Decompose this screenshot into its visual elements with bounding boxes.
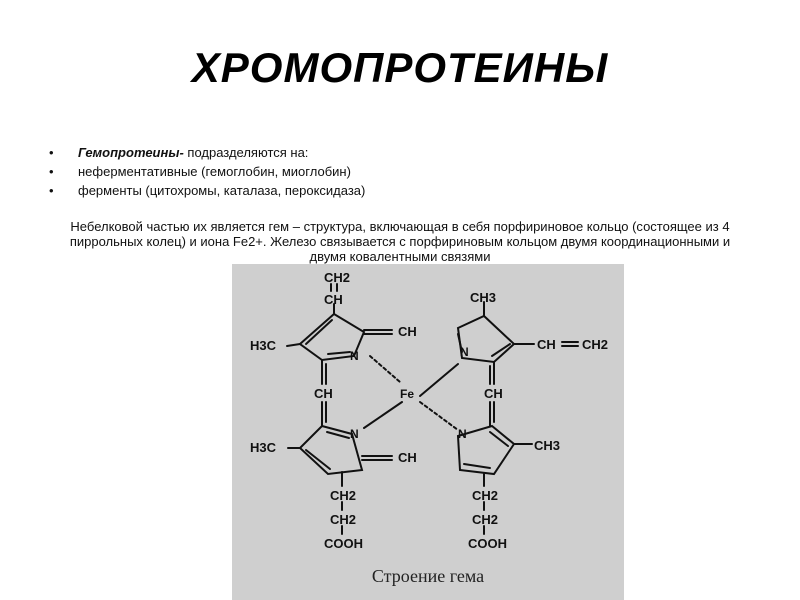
label-ch-left-bridge: CH <box>314 386 333 401</box>
label-ch-vinyl-right: CH <box>537 337 556 352</box>
label-n-top-right: N <box>460 345 469 359</box>
list-item <box>44 143 744 162</box>
label-n-bottom-right: N <box>458 427 467 441</box>
label-ch2-right-1: CH2 <box>472 488 499 503</box>
label-ch-right-bridge: CH <box>484 386 503 401</box>
heme-structure-diagram <box>232 264 624 600</box>
label-cooh-right: COOH <box>468 536 507 551</box>
page-title: ХРОМОПРОТЕИНЫ <box>191 44 609 91</box>
bullet-lead: Гемопротеины- <box>78 145 184 160</box>
label-ch-top: CH <box>324 292 343 307</box>
heme-structure-figure <box>232 264 624 600</box>
coordination-bond-bottom-right <box>420 402 458 430</box>
label-h3c-left-bottom: H3C <box>250 440 277 455</box>
bullet-list <box>44 143 744 200</box>
label-ch-bridge-top: CH <box>398 324 417 339</box>
covalent-bond-bottom-left <box>364 402 402 428</box>
label-ch3-top-right: CH3 <box>470 290 497 305</box>
label-ch2-left-1: CH2 <box>330 488 357 503</box>
label-cooh-left: COOH <box>324 536 363 551</box>
label-ch2-top: CH2 <box>324 270 351 285</box>
label-ch3-bottom-right: CH3 <box>534 438 561 453</box>
bullet-text: неферментативные (гемоглобин, миоглобин) <box>78 164 351 179</box>
description-paragraph: Небелковой частью их является гем – структура, включающая в себя порфириновое кольцо (состоящее из 4 пиррольных колец) и иона Fe2+. Железо связывается с порфириновым кольцом двумя координационными и двумя ковалентными связями <box>69 219 731 264</box>
label-ch-bridge-bottom: CH <box>398 450 417 465</box>
bullet-text: подразделяются на: <box>183 145 309 160</box>
list-item <box>44 181 744 200</box>
label-ch2-right-2: CH2 <box>472 512 499 527</box>
label-ch2-vinyl-right: CH2 <box>582 337 609 352</box>
label-h3c-left-top: H3C <box>250 338 277 353</box>
list-item <box>44 162 744 181</box>
coordination-bond-top-left <box>370 356 400 382</box>
covalent-bond-top-right <box>420 364 458 396</box>
label-n-bottom-left: N <box>350 427 359 441</box>
figure-caption: Строение гема <box>371 566 485 586</box>
label-n-top-left: N <box>350 349 359 363</box>
label-ch2-left-2: CH2 <box>330 512 357 527</box>
label-fe: Fe <box>400 387 415 401</box>
bullet-text: ферменты (цитохромы, каталаза, пероксидаза) <box>78 183 366 198</box>
